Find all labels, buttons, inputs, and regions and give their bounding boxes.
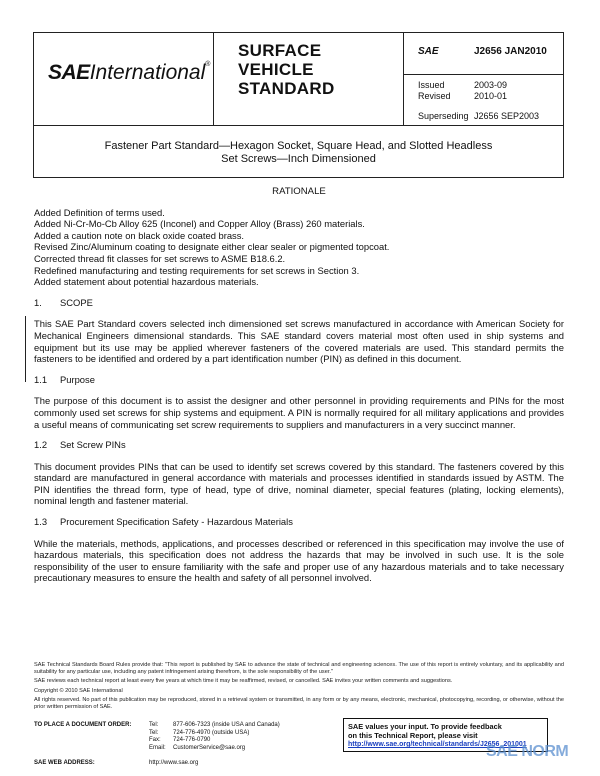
footer-notices <box>34 662 564 713</box>
section-1-2-heading: 1.2 Set Screw PINs <box>34 439 126 451</box>
phone-link[interactable]: 724-776-4970 (outside USA) <box>173 729 250 736</box>
footer-rules: SAE Technical Standards Board Rules provide that: "This report is published by SAE to advance the state of technical and engineering sciences. The use of this report is entirely voluntary, and its applicability and suitability for any particular use, including any patent infringement arising therefrom, is the sole responsibility of the user." <box>34 662 564 676</box>
rationale-heading: RATIONALE <box>272 186 326 197</box>
section-1-3-heading: 1.3 Procurement Specification Safety - Hazardous Materials <box>34 516 293 528</box>
doc-type-line3: STANDARD <box>238 79 335 98</box>
section-1-3-text: While the materials, methods, applications, and processes described or referenced in this specification may involve the use of hazardous materials, this specification does not address the hazards that may be involved in such use. It is the sole responsibility of the user to ensure familiarity with the safe and proper use of any hazardous materials and to take necessary precautionary measures to ensure the health and safety of all personnel involved. <box>34 537 564 584</box>
rationale-item: Redefined manufacturing and testing requirements for set screws in Section 3. <box>34 264 360 276</box>
email-link[interactable]: CustomerService@sae.org <box>173 744 246 751</box>
section-1-1-text: The purpose of this document is to assist the designer and other personnel in providing requirements and PINs for the most commonly used set screws for ship systems and equipment. A PIN is normally required for all military applications and provides a useful means of communicating set screw requirements to suppliers and manufacturers in a very succinct manner. <box>34 395 564 430</box>
section-1-text: This SAE Part Standard covers selected inch dimensioned set screws manufactured in accordance with American Society for Mechanical Engineers dimensional standards. This SAE standard covers material most often used in ship systems and equipment but its use may be applied wherever fasteners of the covered materials are used. This standard permits the fasteners to be identified and ordered by a part identification number (PIN) as defined in this document. <box>34 318 564 365</box>
feedback-box: SAE values your input. To provide feedback on this Technical Report, please visit http://www.sae.org/technical/standards/J2656_201001 <box>343 718 548 752</box>
section-1-2-text: This document provides PINs that can be used to identify set screws covered by this standard. The fasteners covered by this standard are manufactured in general accordance with materials and processes identified in standards issued by ASTM. The PIN identifies the thread form, type of head, type of drive, nominal diameter, special features (plating, locking elements), nominal length and fastener material. <box>34 460 564 507</box>
document-title: Fastener Part Standard—Hexagon Socket, Square Head, and Slotted Headless Set Screws—Inch Dimensioned <box>104 140 493 165</box>
rationale-item: Added Definition of terms used. <box>34 206 165 218</box>
rationale-item: Corrected thread fit classes for set screws to ASME B18.6.2. <box>34 252 286 264</box>
rationale-item: Added a caution note on black oxide coated brass. <box>34 229 245 241</box>
change-bar <box>25 316 26 382</box>
web-link[interactable]: http://www.sae.org <box>149 760 199 766</box>
sae-international-logo: SAEInternational® <box>48 61 211 84</box>
section-1-heading: 1. SCOPE <box>34 296 93 308</box>
footer-review: SAE reviews each technical report at least every five years at which time it may be reaffirmed, revised, or cancelled. SAE invites your written comments and suggestions. <box>34 678 453 685</box>
watermark: SAE NORM <box>486 743 569 760</box>
header-frame <box>33 32 564 178</box>
rationale-item: Added statement about potential hazardous materials. <box>34 276 259 288</box>
header-row <box>34 33 563 126</box>
superseding-row: Superseding J2656 SEP2003 <box>418 111 540 121</box>
rationale-item: Revised Zinc/Aluminum coating to designate either clear sealer or pigmented topcoat. <box>34 241 390 253</box>
logo-cell <box>34 33 214 125</box>
doc-info-cell <box>404 33 563 125</box>
section-1-1-heading: 1.1 Purpose <box>34 373 95 385</box>
feedback-link[interactable]: http://www.sae.org/technical/standards/J2656_201001 <box>348 741 527 748</box>
phone-link[interactable]: 877-606-7323 (inside USA and Canada) <box>173 722 280 728</box>
rationale-item: Added Ni-Cr-Mo-Cb Alloy 625 (Inconel) and Copper Alloy (Brass) 260 materials. <box>34 218 365 230</box>
order-info: TO PLACE A DOCUMENT ORDER: Tel: 877-606-7323 (inside USA and Canada) Tel: 724-776-4970 (outside USA) Fax: 724-776-0790 Email: CustomerService@sae.org <box>34 722 280 751</box>
doc-type-line2: VEHICLE <box>238 60 314 79</box>
web-address: SAE WEB ADDRESS: http://www.sae.org <box>34 760 199 766</box>
doc-type-cell <box>214 33 404 125</box>
doc-number: J2656 JAN2010 <box>474 46 547 57</box>
main-content <box>34 186 564 584</box>
footer-rights: All rights reserved. No part of this publication may be reproduced, stored in a retrieval system or transmitted, in any form or by any means, electronic, mechanical, photocopying, recording, or otherwise, without the prior written permission of SAE. <box>34 696 564 711</box>
issued-row: Issued 2003-09 <box>418 80 508 90</box>
doc-number-box <box>404 33 563 75</box>
mini-sae-logo: SAE <box>418 46 439 57</box>
footer-copyright: Copyright © 2010 SAE International <box>34 687 123 694</box>
revised-row: Revised 2010-01 <box>418 91 508 101</box>
doc-type-line1: SURFACE <box>238 41 322 60</box>
